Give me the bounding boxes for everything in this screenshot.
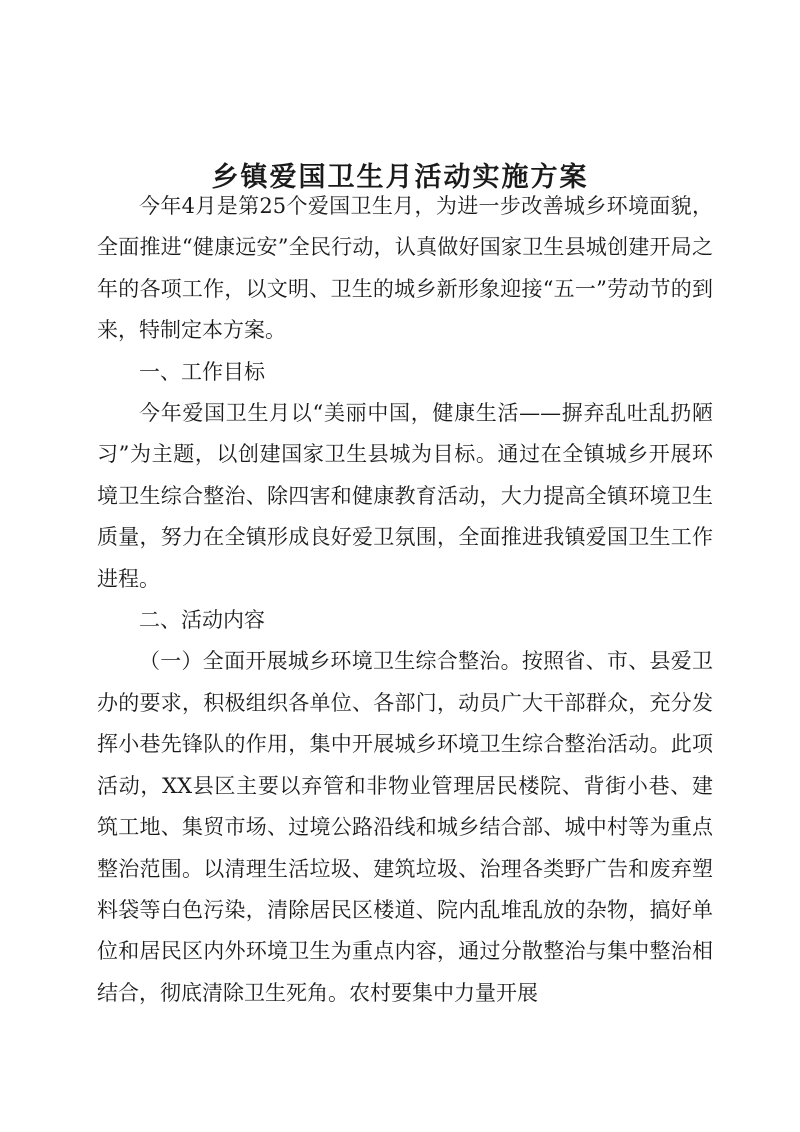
section-heading-activities: 二、活动内容 (139, 608, 265, 633)
section-heading-goals: 一、工作目标 (139, 359, 265, 384)
intro-paragraph: 今年4月是第25个爱国卫生月，为进一步改善城乡环境面貌，全面推进“健康远安”全民行动，认真做好国家卫生县城创建开局之年的各项工作，以文明、卫生的城乡新形象迎接“五一”劳动节的到来，特制定本方案。 (97, 194, 713, 343)
activities-paragraph: （一）全面开展城乡环境卫生综合整治。按照省、市、县爱卫办的要求，积极组织各单位、各部门，动员广大干部群众，充分发挥小巷先锋队的作用，集中开展城乡环境卫生综合整治活动。此项活动，XX县区主要以弃管和非物业管理居民楼院、背街小巷、建筑工地、集贸市场、过境公路沿线和城乡结合部、城中村等为重点整治范围。以清理生活垃圾、建筑垃圾、治理各类野广告和废弃塑料袋等白色污染，清除居民区楼道、院内乱堆乱放的杂物，搞好单位和居民区内外环境卫生为重点内容，通过分散整治与集中整治相结合，彻底清除卫生死角。农村要集中力量开展 (97, 649, 713, 1005)
document-body (97, 186, 713, 1014)
goals-paragraph: 今年爱国卫生月以“美丽中国，健康生活——摒弃乱吐乱扔陋习”为主题，以创建国家卫生县城为目标。通过在全镇城乡开展环境卫生综合整治、除四害和健康教育活动，大力提高全镇环境卫生质量，努力在全镇形成良好爱卫氛围，全面推进我镇爱国卫生工作进程。 (97, 401, 713, 591)
document-title: 乡镇爱国卫生月活动实施方案 (211, 162, 589, 194)
